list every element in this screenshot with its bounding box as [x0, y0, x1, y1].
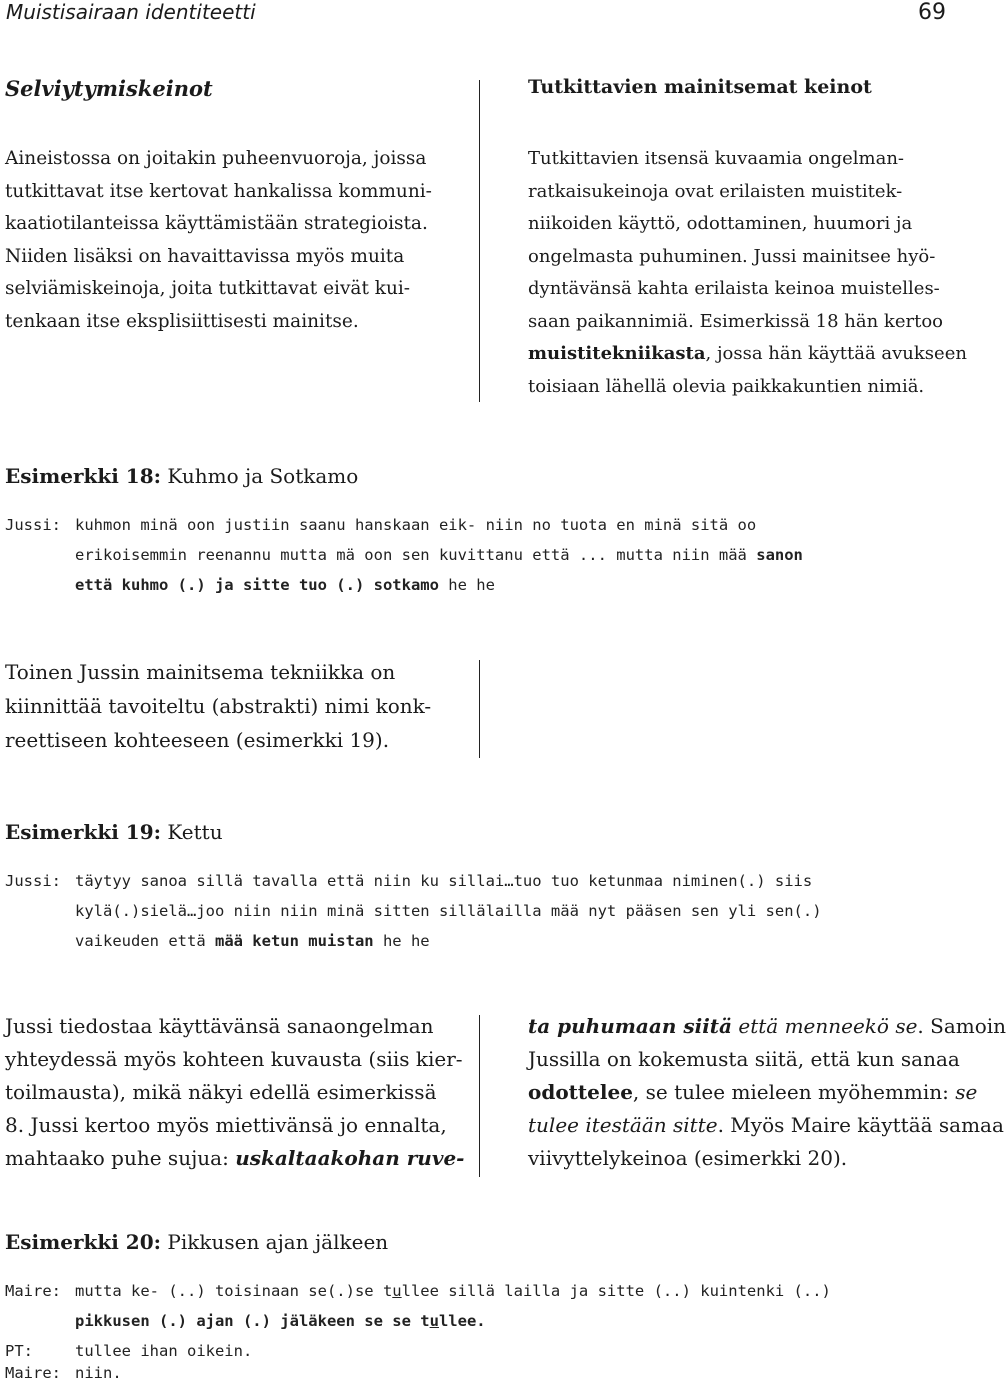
text-line [528, 338, 967, 371]
utterance: vaikeuden että mää ketun muistan he he [75, 932, 430, 950]
section1-right-paragraph [528, 143, 967, 403]
example-label: Esimerkki 20: [5, 1230, 162, 1254]
example-title: Pikkusen ajan jälkeen [161, 1230, 389, 1254]
utterance: erikoisemmin reenannu mutta mä oon sen kuvittanu että ... mutta niin mää sanon [75, 546, 803, 564]
utterance: täytyy sanoa sillä tavalla että niin ku sillai…tuo tuo ketunmaa niminen(.) siis [75, 872, 813, 890]
text-line: tulee itestään sitte. Myös Maire käyttää samaa [528, 1113, 1004, 1137]
text-line: ratkaisukeinoja ovat erilaisten muistitek- [528, 180, 903, 202]
text-line: Tutkittavien itsensä kuvaamia ongelman- [528, 148, 904, 169]
text-line: kaatiotilanteissa käyttämistään strategioista. [5, 213, 428, 234]
speaker-label: Maire: [5, 1364, 61, 1382]
column-divider [479, 80, 480, 402]
text-line: odottelee, se tulee mieleen myöhemmin: se [528, 1080, 978, 1104]
page-number: 69 [918, 0, 946, 25]
example-19-heading [5, 820, 223, 844]
text-line: 8. Jussi kertoo myös miettivänsä jo ennalta, [5, 1113, 447, 1137]
utterance: kylä(.)sielä…joo niin niin minä sitten sillälailla mää nyt pääsen sen yli sen(.) [75, 902, 822, 920]
section3-left-paragraph [5, 1010, 465, 1175]
text-line: Jussi tiedostaa käyttävänsä sanaongelman [5, 1014, 434, 1038]
utterance: pikkusen (.) ajan (.) jäläkeen se se tullee. [75, 1312, 486, 1330]
utterance: kuhmon minä oon justiin saanu hanskaan eik- niin no tuota en minä sitä oo [75, 516, 757, 534]
example-18-transcript [5, 510, 955, 605]
text-line: dyntävänsä kahta erilaista keinoa muistelles- [528, 278, 940, 299]
text-line: reettiseen kohteeseen (esimerkki 19). [5, 728, 390, 752]
section1-left-paragraph [5, 143, 435, 338]
text-line: Toinen Jussin mainitsema tekniikka on [5, 660, 396, 684]
utterance: että kuhmo (.) ja sitte tuo (.) sotkamo he he [75, 576, 495, 594]
text-line: mahtaako puhe sujua: uskaltaakohan ruve- [5, 1146, 465, 1170]
speaker-label: Jussi: [5, 516, 61, 534]
text-line: toisiaan lähellä olevia paikkakuntien nimiä. [528, 375, 925, 397]
utterance: mutta ke- (..) toisinaan se(.)se tullee sillä lailla ja sitte (..) kuintenki (..) [75, 1282, 831, 1300]
text-line: saan paikannimiä. Esimerkissä 18 hän kertoo [528, 310, 943, 332]
section2-paragraph [5, 655, 435, 757]
text-line: ta puhumaan siitä että menneekö se. Samoin [528, 1014, 1006, 1038]
example-label: Esimerkki 19: [5, 820, 162, 844]
subsection-heading: Tutkittavien mainitsemat keinot [528, 76, 872, 98]
text-line: toilmausta), mikä näkyi edellä esimerkissä [5, 1080, 437, 1104]
utterance: niin. [75, 1364, 122, 1382]
text-line: kiinnittää tavoiteltu (abstrakti) nimi konk- [5, 694, 432, 718]
running-header-title: Muistisairaan identiteetti [6, 0, 256, 24]
speaker-label: Maire: [5, 1282, 61, 1300]
speaker-label: PT: [5, 1342, 33, 1360]
text-run: , jossa hän käyttää avukseen [705, 343, 967, 364]
section3-right-paragraph [528, 1010, 1006, 1175]
text-line: Aineistossa on joitakin puheenvuoroja, joissa [5, 148, 427, 169]
example-title: Kuhmo ja Sotkamo [161, 464, 359, 488]
example-18-heading [5, 464, 358, 488]
example-19-transcript [5, 866, 955, 961]
text-line: Jussilla on kokemusta siitä, että kun sanaa [528, 1047, 960, 1071]
section-heading: Selviytymiskeinot [5, 76, 213, 101]
text-line: selviämiskeinoja, joita tutkittavat eivät kui- [5, 278, 411, 299]
text-line: viivyttelykeinoa (esimerkki 20). [528, 1146, 848, 1170]
example-title: Kettu [161, 820, 223, 844]
text-line: Niiden lisäksi on havaittavissa myös muita [5, 245, 405, 267]
utterance: tullee ihan oikein. [75, 1342, 253, 1360]
text-line: tenkaan itse eksplisiittisesti mainitse. [5, 310, 359, 332]
column-divider [479, 1015, 480, 1177]
example-20-heading [5, 1230, 388, 1254]
example-label: Esimerkki 18: [5, 464, 162, 488]
example-20-transcript [5, 1276, 955, 1388]
text-line: yhteydessä myös kohteen kuvausta (siis kier- [5, 1047, 463, 1071]
speaker-label: Jussi: [5, 872, 61, 890]
text-line: ongelmasta puhuminen. Jussi mainitsee hyö- [528, 245, 936, 267]
text-line: niikoiden käyttö, odottaminen, huumori ja [528, 213, 913, 234]
bold-term: muistitekniikasta [528, 343, 706, 364]
text-line: tutkittavat itse kertovat hankalissa kommuni- [5, 180, 432, 202]
column-divider [479, 660, 480, 758]
